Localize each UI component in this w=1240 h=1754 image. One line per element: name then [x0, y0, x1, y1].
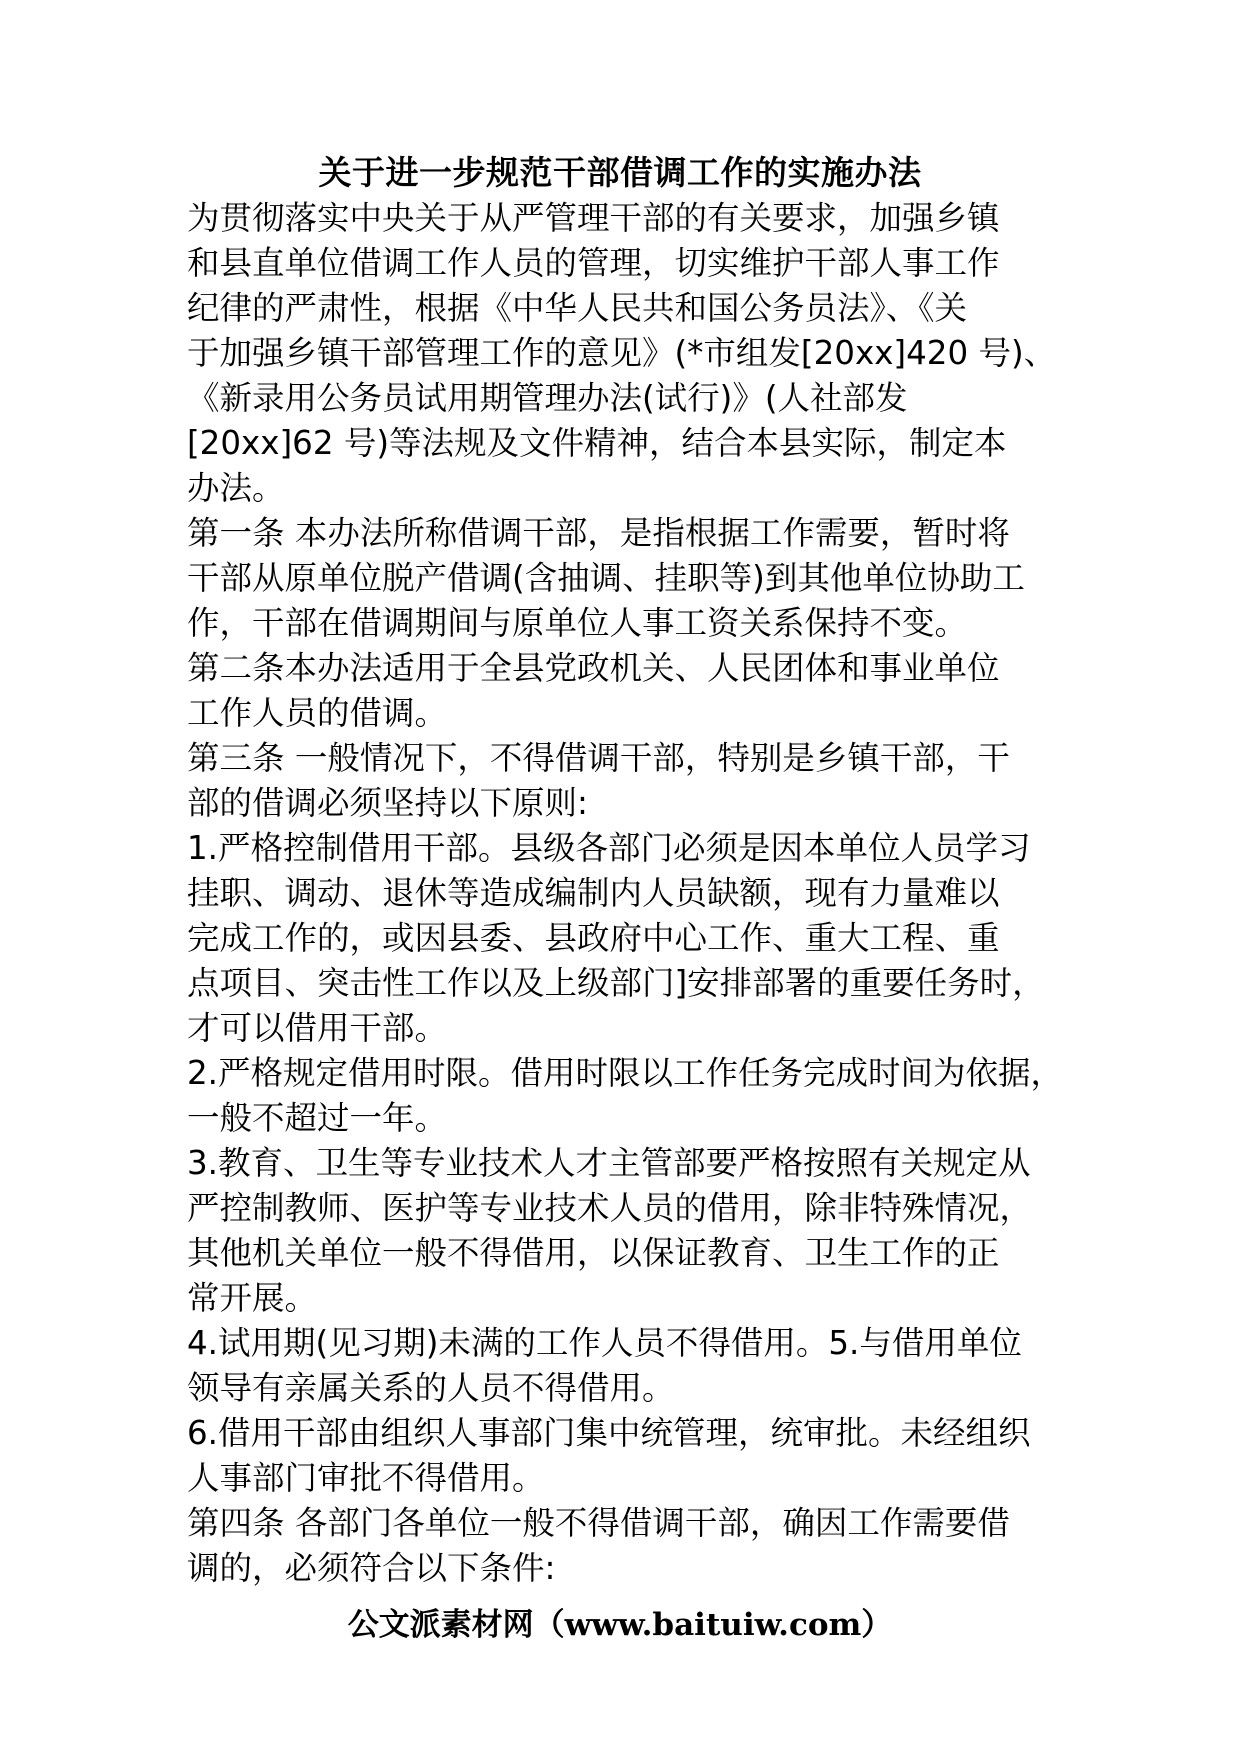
- body-line: 才可以借用干部。: [187, 1009, 448, 1047]
- body-line: 第四条 各部门各单位一般不得借调干部，确因工作需要借: [187, 1504, 1010, 1542]
- body-line: 第三条 一般情况下，不得借调干部，特别是乡镇干部，干: [187, 739, 1010, 777]
- body-line: 和县直单位借调工作人员的管理，切实维护干部人事工作: [187, 244, 1000, 282]
- document-body: [187, 196, 1087, 1591]
- body-line: 干部从原单位脱产借调(含抽调、挂职等)到其他单位协助工: [187, 559, 1025, 597]
- body-line: 办法。: [187, 469, 285, 507]
- body-line: 第一条 本办法所称借调干部，是指根据工作需要，暂时将: [187, 514, 1010, 552]
- body-line: 3.教育、卫生等专业技术人才主管部要严格按照有关规定从: [187, 1144, 1031, 1182]
- body-line: 1.严格控制借用干部。县级各部门必须是因本单位人员学习: [187, 829, 1031, 867]
- body-line: [20xx]62 号)等法规及文件精神，结合本县实际，制定本: [187, 424, 1007, 462]
- document-title: 关于进一步规范干部借调工作的实施办法: [318, 153, 922, 192]
- body-line: 6.借用干部由组织人事部门集中统管理，统审批。未经组织: [187, 1414, 1031, 1452]
- body-line: 常开展。: [187, 1279, 318, 1317]
- body-line: 严控制教师、医护等专业技术人员的借用，除非特殊情况，: [187, 1189, 1033, 1227]
- body-line: 工作人员的借调。: [187, 694, 448, 732]
- body-line: 其他机关单位一般不得借用，以保证教育、卫生工作的正: [187, 1234, 1000, 1272]
- body-line: 挂职、调动、退休等造成编制内人员缺额，现有力量难以: [187, 874, 1000, 912]
- body-line: 为贯彻落实中央关于从严管理干部的有关要求，加强乡镇: [187, 199, 1000, 237]
- body-line: 调的，必须符合以下条件:: [187, 1549, 556, 1587]
- body-line: 一般不超过一年。: [187, 1099, 448, 1137]
- body-line: 第二条本办法适用于全县党政机关、人民团体和事业单位: [187, 649, 1000, 687]
- body-line: 领导有亲属关系的人员不得借用。: [187, 1369, 675, 1407]
- body-line: 4.试用期(见习期)未满的工作人员不得借用。5.与借用单位: [187, 1324, 1022, 1362]
- footer-source: 公文派素材网（www.baituiw.com）: [347, 1607, 893, 1643]
- body-line: 完成工作的，或因县委、县政府中心工作、重大工程、重: [187, 919, 1000, 957]
- body-line: 《新录用公务员试用期管理办法(试行)》(人社部发: [187, 379, 908, 417]
- body-line: 纪律的严肃性，根据《中华人民共和国公务员法》、《关: [187, 289, 968, 327]
- body-line: 人事部门审批不得借用。: [187, 1459, 545, 1497]
- body-line: 于加强乡镇干部管理工作的意见》(*市组发[20xx]420 号)、: [187, 334, 1057, 372]
- body-line: 点项目、突击性工作以及上级部门]安排部署的重要任务时，: [187, 964, 1045, 1002]
- body-line: 部的借调必须坚持以下原则:: [187, 784, 588, 822]
- body-line: 2.严格规定借用时限。借用时限以工作任务完成时间为依据，: [187, 1054, 1064, 1092]
- body-line: 作，干部在借调期间与原单位人事工资关系保持不变。: [187, 604, 968, 642]
